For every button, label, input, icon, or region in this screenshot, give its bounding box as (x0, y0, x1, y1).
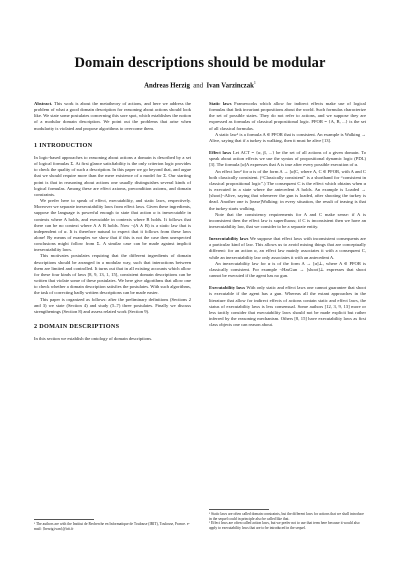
author-line (0, 80, 400, 89)
left-footnote-area (34, 519, 191, 531)
author-1: Andreas Herzig (144, 82, 190, 90)
author-footnote-mark: 1 (253, 80, 256, 85)
effect-law-definition: An effect law² for α is of the form A → [α]C, where A, C ∈ PFOR, with A and C both classically consistent. (“Classically consistent” is a shorthand for “consistent in classical propositional logic”.) The consequent C is the effect which obtains when α is executed in a state where the antecedent A holds. An example is Loaded → [shoot]¬Alive, saying that whenever the gun is loaded, after shooting the turkey is dead. Another one is [tease]Walking: in every situation, the result of teasing is that the turkey starts walking. (209, 168, 366, 211)
static-laws-paragraph (209, 101, 366, 132)
right-column (209, 101, 366, 328)
author-conjunction: and (193, 82, 204, 90)
paper-title: Domain descriptions should be modular (74, 55, 326, 71)
section-heading-introduction: 1 INTRODUCTION (34, 141, 93, 149)
abstract (34, 101, 191, 132)
paragraph-heading: Static laws (209, 101, 232, 106)
footnote-rule (209, 509, 269, 510)
paragraph-heading: Effect laws (209, 150, 232, 156)
footnote-author: ¹ The authors are with the Institut de Recherche en Informatique de Toulouse (IRIT), Toulouse, France. e-mail: {herzig,ivan}@irit.fr (34, 522, 190, 531)
paragraph-text: Frameworks which allow for indirect effects make use of logical formulas that link invariant propositions about the world. Such formulas characterize the set of possible states. They do not refer to actions, and we suppose they are expressed as formulas of classical propositional logic. PFOR = {A, B, ...} is the set of all classical formulas. (209, 101, 366, 131)
footnote-rule (34, 519, 94, 520)
paragraph-heading: Executability laws (209, 285, 246, 291)
static-law-definition: A static law¹ is a formula A ∈ PFOR that is consistent. An example is Walking → Alive, saying that if a turkey is walking, then it must be alive [13]. (209, 131, 366, 143)
intro-paragraph: This paper is organized as follows: after the preliminary definitions (Sections 2 and 3) we state (Section 4) and study (5–7) three postulates. Finally we discuss strengthenings (Section 8) and assess related work (Section 9). (34, 296, 191, 314)
executability-laws-paragraph (209, 285, 366, 328)
intro-paragraph: We prefer here to speak of effect, executability, and static laws, respectively. Moreover we separate inexecutability laws from effect laws. Given these ingredients, suppose the language is powerful enough to state that action α is inexecutable in contexts where A holds, and executable in contexts where B holds. It follows that there can be no context where A ∧ B holds. Now ¬(A ∧ B) is a static law that is independent of α. It is therefore natural to expect that it follows from these laws alone! By means of examples we show that if this is not the case then unexpected conclusions might follow from Σ. A similar case can be made against implicit inexecutability laws. (34, 198, 191, 253)
effect-laws-paragraph (209, 150, 366, 168)
consistency-note: Note that the consistency requirements for A and C make sense: if A is inconsistent then the effect law is superfluous; if C is inconsistent then we have an inexecutability law, that we consider to be a separate entity. (209, 211, 366, 229)
paragraph-text: We suppose that effect laws with inconsistent consequents are a particular kind of law. This allows us to avoid mixing things that are conceptually different: for an action α, an effect law mainly associates it with a consequent C, while an inexecutability law only associates it with an antecedent A. (209, 236, 366, 260)
paragraph-heading: Inexecutability laws (209, 236, 249, 242)
left-column (34, 101, 191, 342)
footnote-effect-laws: ² Effect laws are often called action laws, but we prefer not to use that term here because it would also apply to executability laws that are to be introduced in the sequel. (209, 521, 360, 531)
intro-paragraph: This motivates postulates requiring that the different ingredients of domain descriptions should be arranged in a modular way, such that interactions between them are limited and controlled. It turns out that in all existing accounts which allow for these four kinds of laws [8, 9, 13, 1, 15], consistent domain descriptions can be written that violate some of these postulates. We here give algorithms that allow one to check whether a domain description satisfies the postulates. With such algorithms, the task of correcting badly written descriptions can be made easier. (34, 253, 191, 296)
inexecutability-definition: An inexecutability law for α is of the form A → [α]⊥, where A ∈ PFOR is classically consistent. For example ¬HasGun → [shoot]⊥ expresses that shoot cannot be executed if the agent has no gun. (209, 260, 366, 279)
abstract-text: This work is about the metatheory of actions, and here we address the problem of what a good domain description for reasoning about actions should look like. We state some postulates concerning this sore spot, which establishes the notion of a modular domain description. We point out the problems that arise when modularity is violated and propose algorithms to overcome them. (34, 101, 191, 131)
right-footnote-area (209, 509, 366, 531)
paragraph-text: With only static and effect laws one cannot guarantee that shoot is executable if the agent has a gun. Whereas all the extant approaches in the literature that allow for indirect effects of actions contain static and effect laws, the status of executability laws is less consensual. Some authors [12, 3, 9, 13] more or less tacitly consider that executability laws should not be made explicit but rather inferred by the reasoning mechanism. Others [8, 15] have executability laws as first class objects one can reason about. (209, 285, 366, 328)
paragraph-text: Let ACT = {α, β, ...} be the set of all actions of a given domain. To speak about action effects we use the syntax of propositional dynamic logic (PDL) [3]. The formula [α]A expresses that A is true after every possible execution of α. (209, 150, 366, 168)
domain-paragraph: In this section we establish the ontology of domain descriptions. (34, 336, 153, 342)
intro-paragraph: In logic-based approaches to reasoning about actions a domain is described by a set of logical formulas Σ. At first glance satisfiability is the only criterion logic provides to check the quality of such a description. In this paper we go beyond that, and argue that we should require more than the mere existence of a model for Σ. Our starting point is that in reasoning about actions one usually distinguishes several kinds of logical formulas. Among these are effect axioms, precondition axioms, and domain constraints. (34, 154, 191, 197)
section-heading-domain-descriptions: 2 DOMAIN DESCRIPTIONS (34, 323, 120, 330)
author-2: Ivan Varzinczak (206, 82, 254, 90)
footnote-static-laws: ¹ Static laws are often called domain constraints, but the different laws for actions that we shall introduce in the sequel could in principle also be called like that. (209, 512, 364, 521)
inexecutability-laws-paragraph (209, 236, 366, 261)
abstract-label: Abstract. (34, 101, 53, 106)
